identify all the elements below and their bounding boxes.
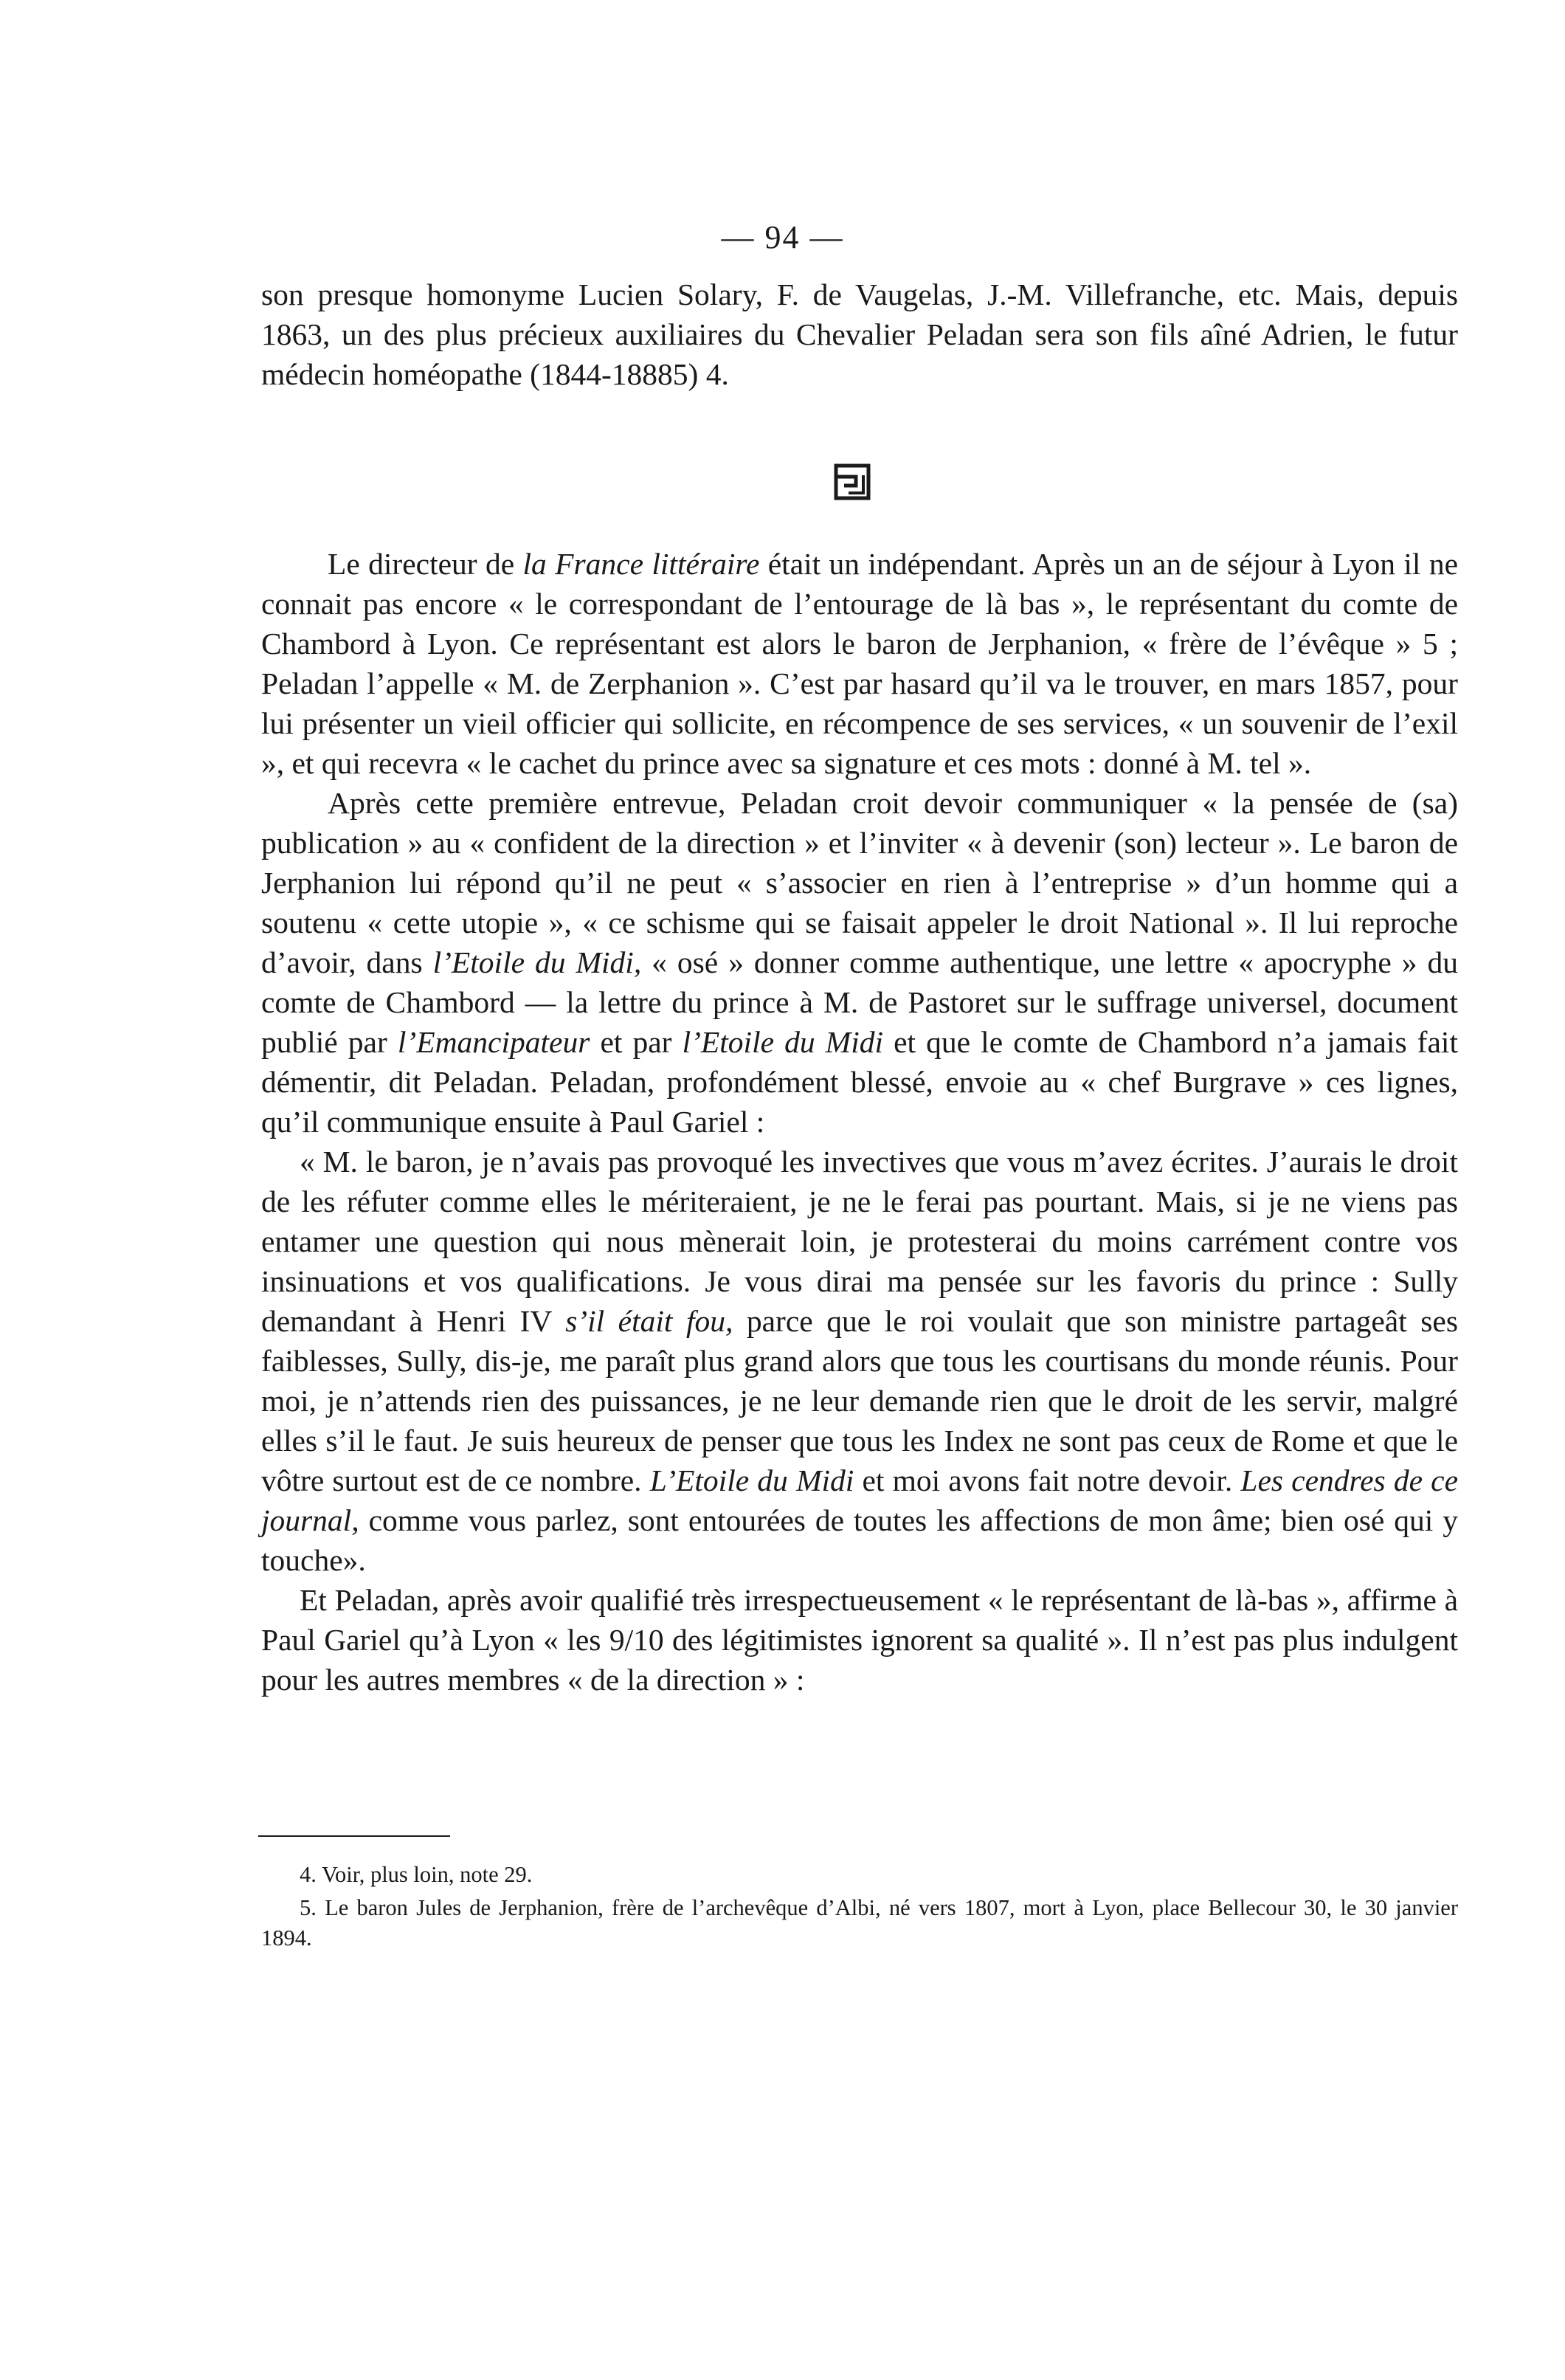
paragraph-conclusion: Et Peladan, après avoir qualifié très irrespectueusement « le représentant de là-bas », affirme à Paul Gariel qu’à Lyon « les 9/10 des légitimistes ignorent sa qualité ». Il n’est pas plus indulgent pour les autres membres « de la direction » : (261, 1583, 1458, 1697)
footnote-divider (258, 1835, 450, 1837)
footnotes (261, 1860, 1458, 1956)
letter-quote (261, 1142, 1458, 1580)
quote-text: « M. le baron, je n’avais pas provoqué les invectives que vous m’avez écrites. J’aurais le droit de les réfuter comme elles le mériteraient, je ne le ferai pas pourtant. Mais, si je ne viens pas entamer une question qui nous mènerait loin, je protesterai du moins carrément contre vos insinuations et vos qualifications. Je vous dirai ma pensée sur les favoris du prince : Sully demandant à Henri IV s’il était fou, parce que le roi voulait que son ministre partageât ses faiblesses, Sully, dis-je, me paraît plus grand alors que tous les courtisans du monde réunis. Pour moi, je n’attends rien des puissances, je ne leur demande rien que le droit de les servir, malgré elles s’il le faut. Je suis heureux de penser que tous les Index ne sont pas ceux de Rome et que le vôtre surtout est de ce nombre. L’Etoile du Midi et moi avons fait notre devoir. Les cendres de ce journal, comme vous parlez, sont entourées de toutes les affections de mon âme; bien osé qui y touche». (261, 1145, 1458, 1577)
paragraph-directeur: Le directeur de la France littéraire était un indépendant. Après un an de séjour à Lyon il ne connait pas encore « le correspondant de l’entourage de là bas », le représentant du comte de Chambord à Lyon. Ce représentant est alors le baron de Jerphanion, « frère de l’évêque » 5 ; Peladan l’appelle « M. de Zerphanion ». C’est par hasard qu’il va le trouver, en mars 1857, pour lui présenter un vieil officier qui sollicite, en récompence de ses services, « un souvenir de l’exil », et qui recevra « le cachet du prince avec sa signature et ces mots : donné à M. tel ». (261, 547, 1458, 780)
footnote-5: 5. Le baron Jules de Jerphanion, frère de l’archevêque d’Albi, né vers 1807, mort à Lyon, place Bellecour 30, le 30 janvier 1894. (261, 1895, 1458, 1950)
footnote-4: 4. Voir, plus loin, note 29. (300, 1862, 533, 1887)
page-number: — 94 — (721, 219, 844, 255)
paragraph-entrevue: Après cette première entrevue, Peladan croit devoir communiquer « la pensée de (sa) publication » au « confident de la direction » et l’inviter « à devenir (son) lecteur ». Le baron de Jerphanion lui répond qu’il ne peut « s’associer en rien à l’entreprise » d’un homme qui a soutenu « cette utopie », « ce schisme qui se faisait appeler le droit National ». Il lui reproche d’avoir, dans l’Etoile du Midi, « osé » donner comme authentique, une lettre « apocryphe » du comte de Chambord — la lettre du prince à M. de Pastoret sur le suffrage universel, document publié par l’Emancipateur et par l’Etoile du Midi et que le comte de Chambord n’a jamais fait démentir, dit Peladan. Peladan, profondément blessé, envoie au « chef Burgrave » ces lignes, qu’il communique ensuite à Paul Gariel : (261, 786, 1459, 1139)
fret-ornament-icon (834, 463, 871, 500)
body-text (261, 544, 1458, 1700)
intro-paragraph (261, 275, 1458, 394)
intro-text: son presque homonyme Lucien Solary, F. de Vaugelas, J.-M. Villefranche, etc. Mais, depuis 1863, un des plus précieux auxiliaires du Chevalier Peladan sera son fils aîné Adrien, le futur médecin homéopathe (1844-18885) 4. (261, 277, 1458, 391)
